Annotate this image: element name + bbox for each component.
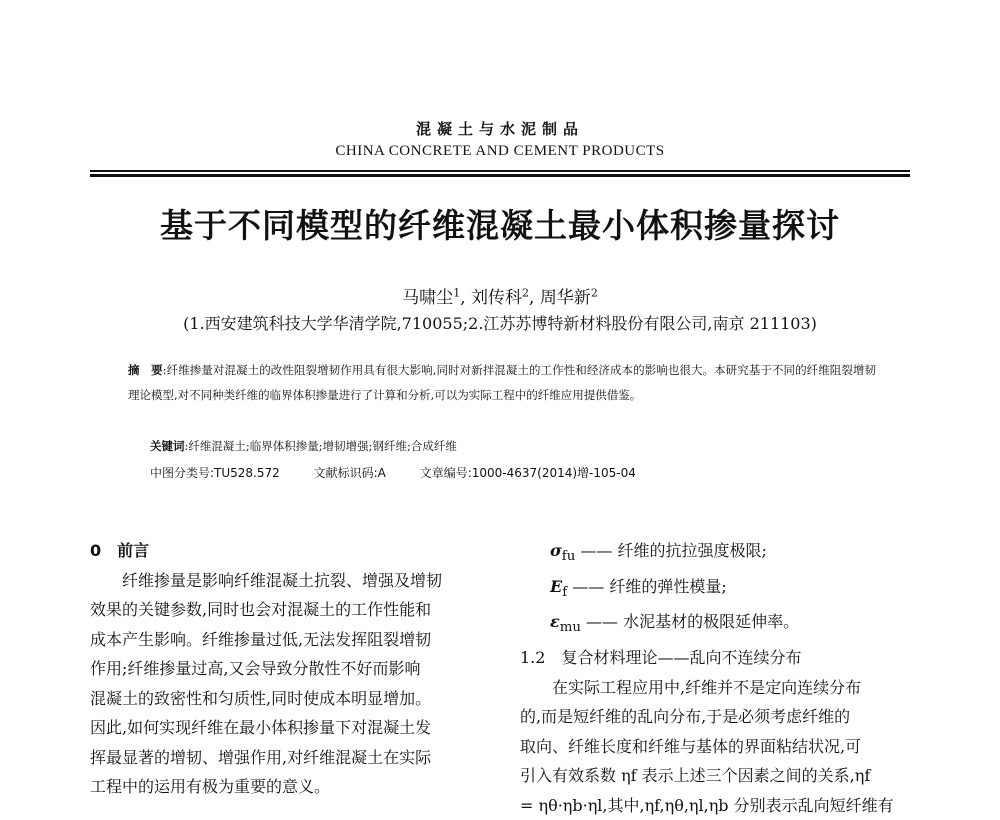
article-number: 文章编号:1000-4637(2014)增-105-04 bbox=[419, 466, 636, 480]
subsection-heading: 1.2 复合材料理论——乱向不连续分布 bbox=[520, 648, 802, 668]
text-line: 效果的关键参数,同时也会对混凝土的工作性能和 bbox=[90, 600, 432, 619]
author: 马啸尘 bbox=[402, 288, 454, 308]
header-rule bbox=[90, 170, 910, 172]
keywords-text: :纤维混凝土;临界体积掺量;增韧增强;钢纤维;合成纤维 bbox=[184, 439, 457, 453]
section-heading: 0 前言 bbox=[90, 541, 150, 560]
definition-text: —— 纤维的抗拉强度极限; bbox=[575, 541, 767, 560]
text-line: 工程中的运用有极为重要的意义。 bbox=[90, 777, 331, 796]
text-line: 取向、纤维长度和纤维与基体的界面粘结状况,可 bbox=[520, 736, 862, 756]
abstract-text: :纤维掺量对混凝土的改性阻裂增韧作用具有很大影响,同时对新拌混凝土的工作性和经济成本的影响也很大。本研究基于不同的纤维阻裂增韧理论模型,对不同种类纤维的临界体积掺量进行了计算和分析,可以为实际工程中的纤维应用提供借鉴。 bbox=[128, 363, 877, 402]
author: 周华新 bbox=[539, 288, 591, 308]
author-sup: 2 bbox=[522, 286, 529, 300]
document-code: 文献标识码:A bbox=[313, 466, 386, 480]
text-line: = ηθ·ηb·ηl,其中,ηf,ηθ,ηl,ηb 分别表示乱向短纤维有 bbox=[520, 795, 894, 815]
symbol: E bbox=[550, 576, 563, 596]
symbol-sub: fu bbox=[561, 549, 576, 565]
author: 刘传科 bbox=[471, 288, 522, 308]
right-column bbox=[520, 536, 915, 820]
definition-text: —— 水泥基材的极限延伸率。 bbox=[580, 612, 800, 632]
journal-name-cn: 混凝土与水泥制品 bbox=[415, 120, 584, 138]
clc-number: 中图分类号:TU528.572 bbox=[150, 466, 280, 480]
definition bbox=[520, 572, 915, 608]
text-line: 在实际工程应用中,纤维并不是定向连续分布 bbox=[552, 677, 862, 697]
classification bbox=[150, 464, 666, 481]
authors: 马啸尘$^1$, 刘传科$^2$, 周华新$^2$ bbox=[402, 286, 598, 308]
text-line: 混凝土的致密性和匀质性,同时使成本明显增加。 bbox=[90, 688, 432, 708]
text-line: 成本产生影响。纤维掺量过低,无法发挥阻裂增韧 bbox=[90, 629, 432, 649]
left-column bbox=[90, 536, 485, 802]
text-line: 的,而是短纤维的乱向分布,于是必须考虑纤维的 bbox=[520, 707, 851, 727]
symbol-sub: mu bbox=[559, 620, 581, 636]
abstract-label: 摘 要 bbox=[128, 363, 163, 377]
keywords-label: 关键词 bbox=[150, 439, 185, 453]
symbol-sub: f bbox=[562, 584, 568, 600]
journal-name-en: CHINA CONCRETE AND CEMENT PRODUCTS bbox=[335, 143, 665, 159]
text-line: 引入有效系数 ηf 表示上述三个因素之间的关系,ηf bbox=[520, 766, 871, 786]
header-rule-thick bbox=[90, 174, 910, 177]
text-line: 因此,如何实现纤维在最小体积掺量下对混凝土发 bbox=[90, 718, 432, 737]
text-line: 挥最显著的增韧、增强作用,对纤维混凝土在实际 bbox=[90, 747, 432, 767]
definition bbox=[520, 607, 915, 643]
text-line: 纤维掺量是影响纤维混凝土抗裂、增强及增韧 bbox=[122, 570, 443, 590]
author-sup: 2 bbox=[590, 286, 598, 300]
definition bbox=[520, 536, 915, 572]
symbol: σ bbox=[550, 541, 562, 560]
author-sup: 1 bbox=[453, 286, 461, 300]
text-line: 作用;纤维掺量过高,又会导致分散性不好而影响 bbox=[90, 659, 421, 678]
affiliation: (1.西安建筑科技大学华清学院,710055;2.江苏苏博特新材料股份有限公司,南京 211103) bbox=[183, 314, 817, 333]
symbol: ε bbox=[550, 612, 560, 632]
definition-text: —— 纤维的弹性模量; bbox=[567, 576, 727, 596]
paper-title: 基于不同模型的纤维混凝土最小体积掺量探讨 bbox=[160, 206, 840, 245]
abstract bbox=[128, 358, 876, 408]
keywords bbox=[150, 438, 457, 454]
